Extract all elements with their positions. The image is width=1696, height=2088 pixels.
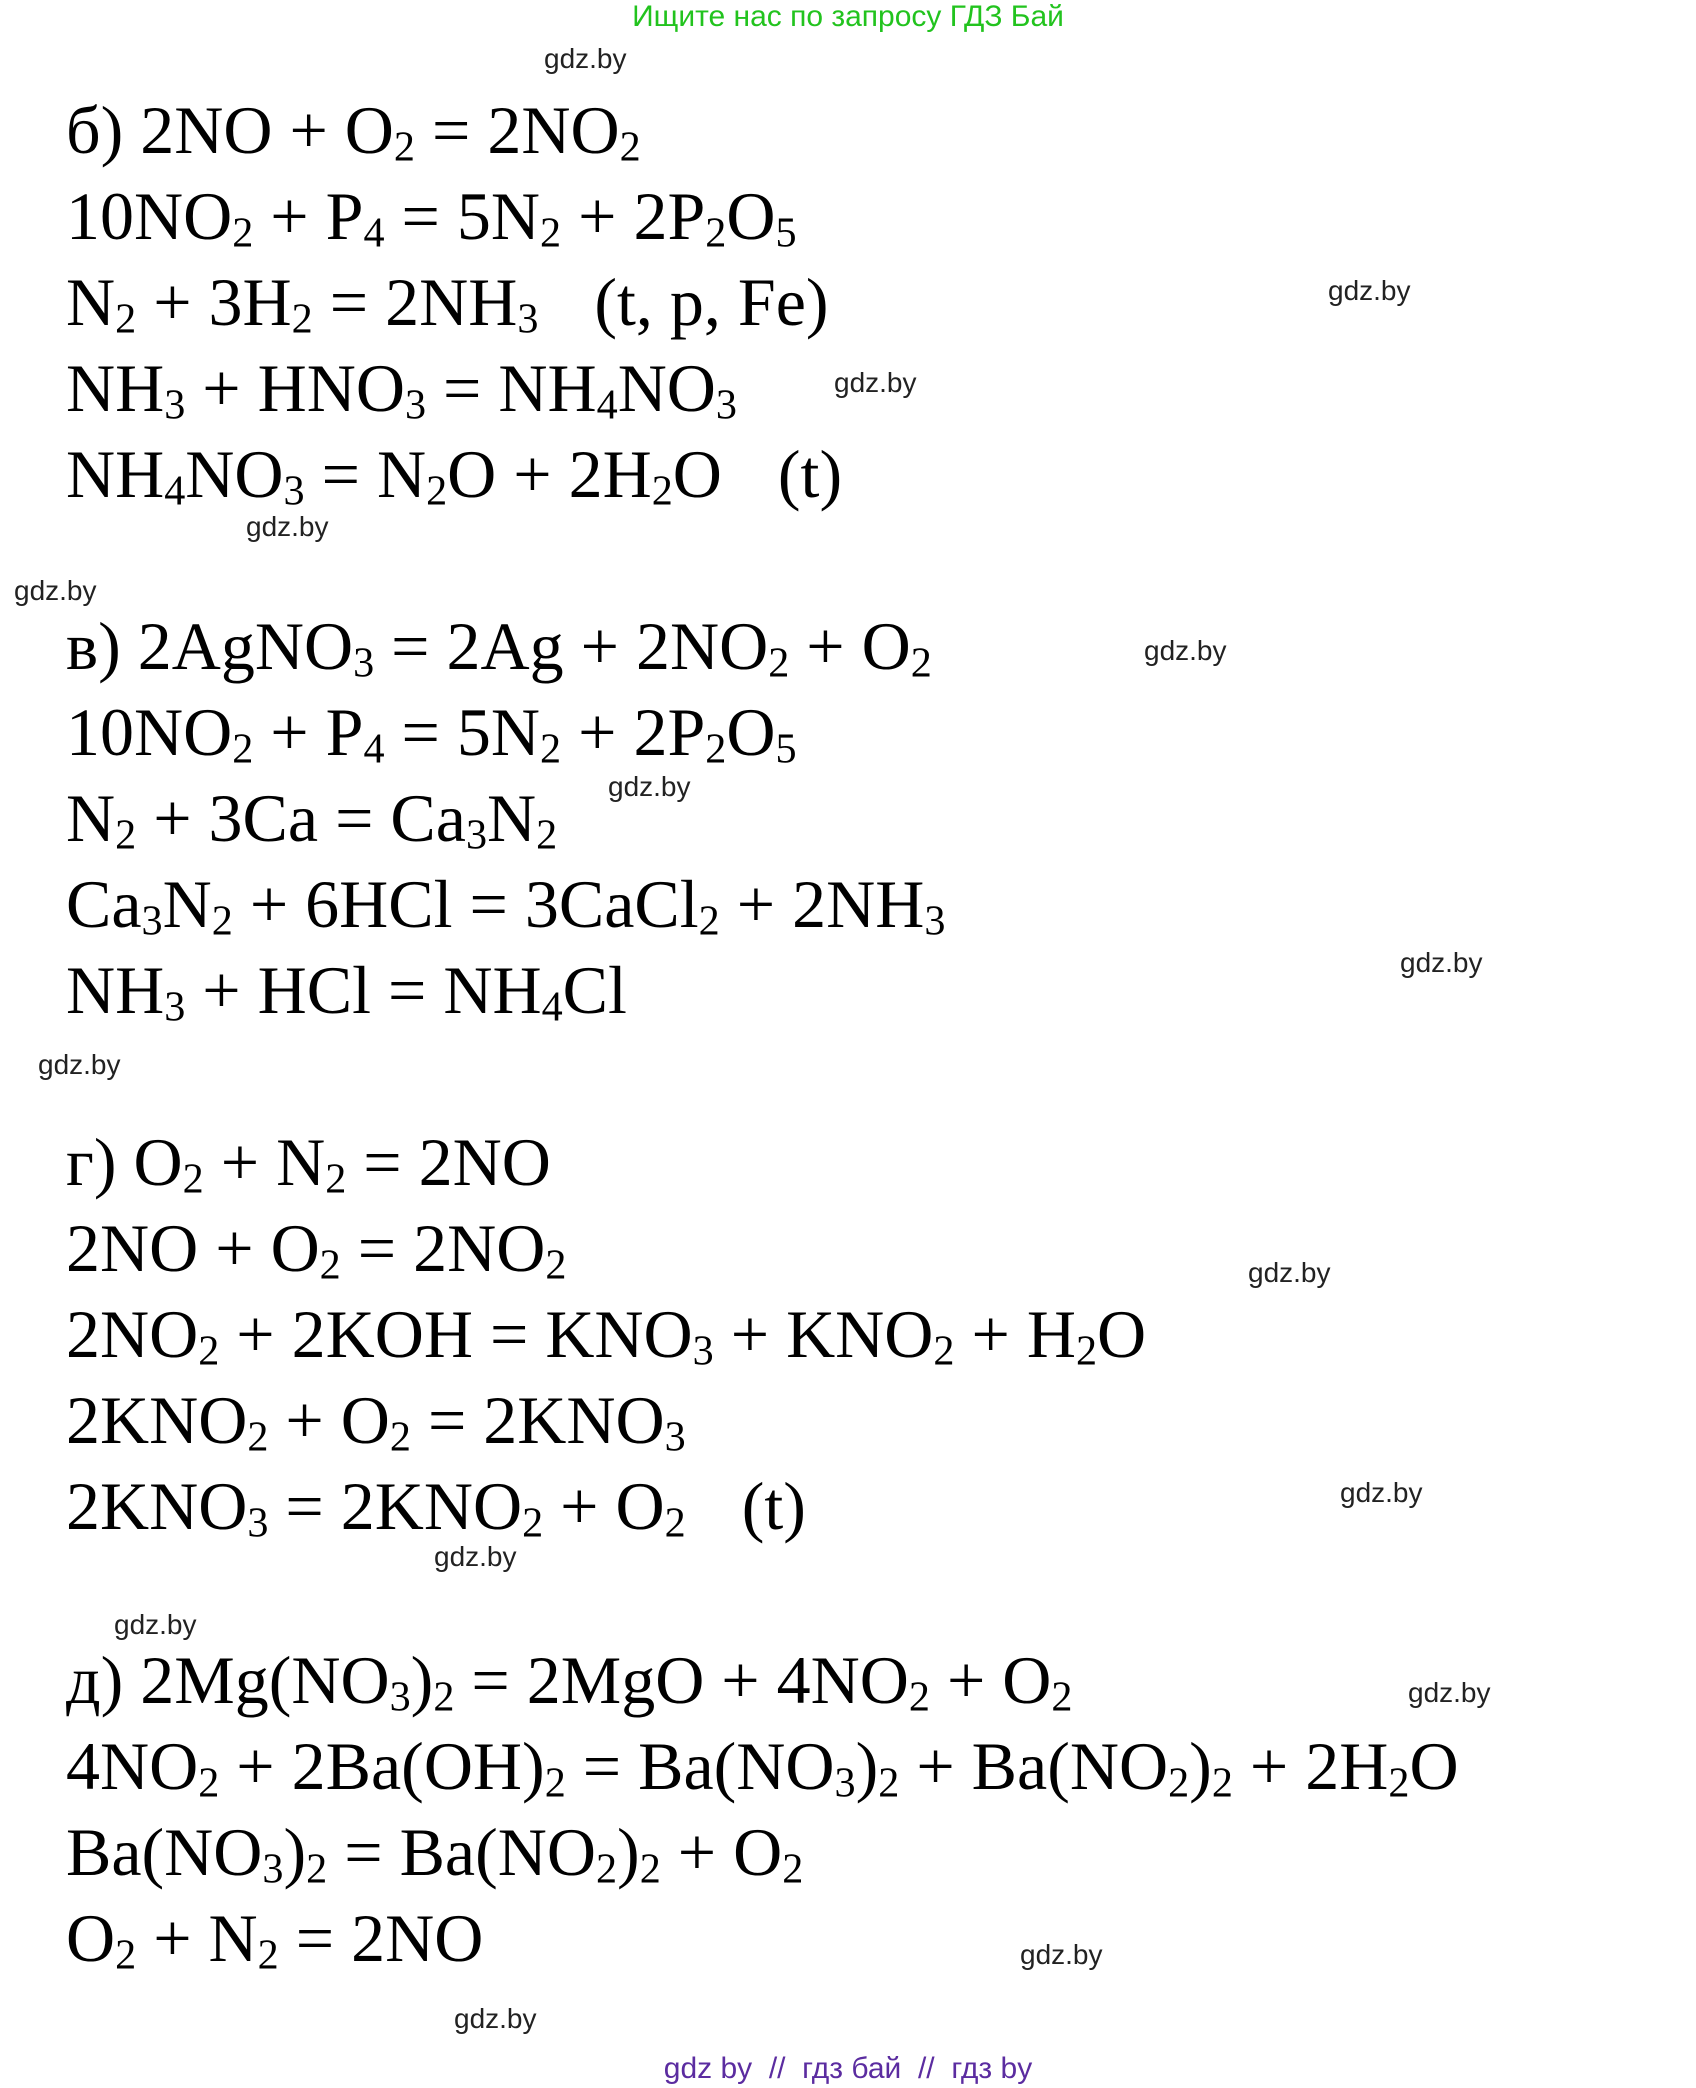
equation-v-4: $Ca_3N_2 + 6HCl$ = 3CaCl$_2$ + $2NH_3$ bbox=[66, 866, 946, 945]
equation-b-1: б) $2NO + O_2 = 2NO_2$ bbox=[66, 92, 641, 171]
equation-v-3: $N_2 + 3Ca = Ca_3N_2$ bbox=[66, 780, 558, 859]
watermark: gdz.by bbox=[1328, 275, 1411, 306]
equation-v-2: $10NO_2 + P_4 = 5N_2 + 2P_2O_5$ bbox=[66, 694, 797, 773]
watermark: gdz.by bbox=[454, 2003, 537, 2034]
equation-d-3: $Ba(NO_3)_2 = Ba(NO_2)_2 + O_2$ bbox=[66, 1814, 804, 1893]
reaction-condition: (t) bbox=[741, 1468, 806, 1544]
equation-b-5: $NH_4NO_3 = N_2O + 2H_2O$ (t) bbox=[66, 436, 843, 515]
search-banner: Ищите нас по запросу ГДЗ Бай bbox=[632, 0, 1064, 33]
watermark: gdz.by bbox=[1400, 947, 1483, 978]
watermark: gdz.by bbox=[246, 511, 329, 542]
equation-g-4: $2KNO_2 + O_2 = 2KNO_3$ bbox=[66, 1382, 686, 1461]
reaction-condition: (t, p, Fe) bbox=[594, 264, 829, 340]
watermark: gdz.by bbox=[608, 771, 691, 802]
watermark: gdz.by bbox=[434, 1541, 517, 1572]
watermark: gdz.by bbox=[1408, 1677, 1491, 1708]
equation-d-4: $O_2 + N_2 = 2NO$ bbox=[66, 1900, 484, 1979]
equation-d-2: $4NO_2 + 2Ba(OH)_2 = Ba(NO_3)_2 + Ba(NO_2)_2 + 2H_2O$ bbox=[66, 1728, 1459, 1807]
equation-b-4: $NH_3 + HNO_3 = NH_4NO_3$ bbox=[66, 350, 737, 429]
watermark: gdz.by bbox=[38, 1049, 121, 1080]
equation-b-2: $10NO_2 + P_4 = 5N_2 + 2P_2O_5$ bbox=[66, 178, 797, 257]
equation-g-3: $2NO_2 + 2KOH = KNO_3 + KNO_2 + H_2O$ bbox=[66, 1296, 1147, 1375]
equation-v-5: $NH_3$ + HCl = $NH_4Cl$ bbox=[66, 952, 627, 1031]
watermark: gdz.by bbox=[1340, 1477, 1423, 1508]
watermark: gdz.by bbox=[544, 43, 627, 74]
equation-v-1: в) 2AgNO$_3$ = $2Ag + 2NO_2 + O_2$ bbox=[66, 608, 932, 687]
watermark: gdz.by bbox=[1248, 1257, 1331, 1288]
equation-g-2: $2NO + O_2 = 2NO_2$ bbox=[66, 1210, 567, 1289]
equation-d-1: д) $2Mg(NO_3)_2 = 2MgO + 4NO_2 + O_2$ bbox=[66, 1642, 1073, 1721]
reaction-condition: (t) bbox=[777, 436, 843, 512]
watermark: gdz.by bbox=[1144, 635, 1227, 666]
watermark: gdz.by bbox=[834, 367, 917, 398]
watermark: gdz.by bbox=[114, 1609, 197, 1640]
watermark: gdz.by bbox=[14, 575, 97, 606]
footer-links: gdz by // гдз бай // гдз by bbox=[663, 2052, 1033, 2085]
equation-g-5: $2KNO_3 = 2KNO_2 + O_2$ (t) bbox=[66, 1468, 806, 1547]
watermark: gdz.by bbox=[1020, 1939, 1103, 1970]
equation-g-1: г) $O_2 + N_2 = 2NO$ bbox=[66, 1124, 551, 1203]
equation-b-3: $N_2 + 3H_2 = 2NH_3$ (t, p, Fe) bbox=[66, 264, 829, 343]
